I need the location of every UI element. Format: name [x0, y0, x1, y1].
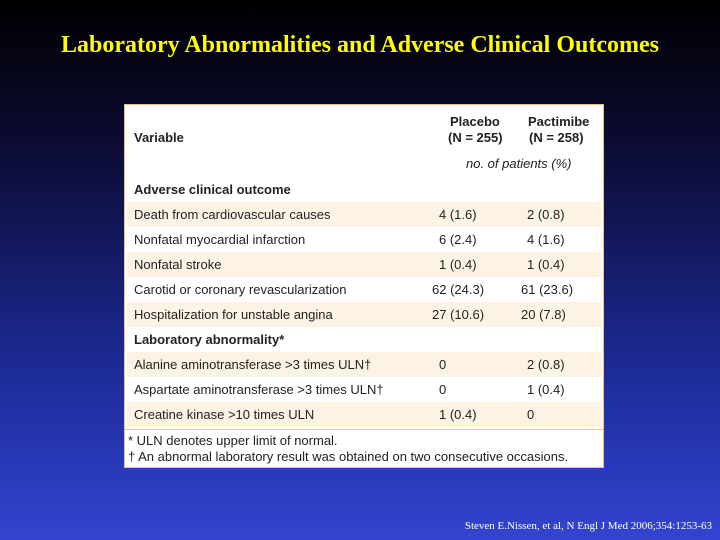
- row-variable: Nonfatal stroke: [134, 257, 222, 272]
- row-pactimibe-value: 1 (0.4): [527, 257, 565, 272]
- header-placebo-n: (N = 255): [448, 130, 503, 145]
- row-variable: Creatine kinase >10 times ULN: [134, 407, 315, 422]
- header-variable: Variable: [134, 130, 184, 145]
- table-row: [127, 202, 601, 227]
- table-row: [127, 252, 601, 277]
- row-variable: Alanine aminotransferase >3 times ULN†: [134, 357, 372, 372]
- section-row-adverse: [127, 177, 601, 202]
- slide-title: Laboratory Abnormalities and Adverse Clinical Outcomes: [61, 32, 659, 58]
- table-row: [127, 377, 601, 402]
- row-pactimibe-value: 20 (7.8): [521, 307, 566, 322]
- section-row-lab: [127, 327, 601, 352]
- row-placebo-value: 1 (0.4): [439, 257, 477, 272]
- row-variable: Aspartate aminotransferase >3 times ULN†: [134, 382, 384, 397]
- row-pactimibe-value: 2 (0.8): [527, 207, 565, 222]
- row-pactimibe-value: 4 (1.6): [527, 232, 565, 247]
- outcomes-table: [124, 104, 604, 468]
- units-label: no. of patients (%): [466, 156, 572, 171]
- header-placebo-name: Placebo: [450, 114, 500, 129]
- row-variable: Carotid or coronary revascularization: [134, 282, 347, 297]
- table-row: [127, 227, 601, 252]
- row-variable: Hospitalization for unstable angina: [134, 307, 333, 322]
- row-placebo-value: 1 (0.4): [439, 407, 477, 422]
- table-row: [127, 302, 601, 327]
- footnotes: [125, 429, 603, 467]
- row-pactimibe-value: 61 (23.6): [521, 282, 574, 297]
- footnote-uln: * ULN denotes upper limit of normal.: [128, 433, 338, 448]
- table-row: [127, 402, 601, 427]
- row-placebo-value: 6 (2.4): [439, 232, 477, 247]
- row-pactimibe-value: 1 (0.4): [527, 382, 565, 397]
- row-placebo-value: 0: [439, 382, 447, 397]
- row-variable: Nonfatal myocardial infarction: [134, 232, 306, 247]
- citation: Steven E.Nissen, et al, N Engl J Med 2006;354:1253-63: [464, 520, 712, 532]
- footnote-abnormal: † An abnormal laboratory result was obtained on two consecutive occasions.: [128, 449, 569, 464]
- row-pactimibe-value: 0: [527, 407, 535, 422]
- row-placebo-value: 62 (24.3): [432, 282, 485, 297]
- header-pactimibe-n: (N = 258): [529, 130, 584, 145]
- table-row: [127, 352, 601, 377]
- table-row: [127, 277, 601, 302]
- row-pactimibe-value: 2 (0.8): [527, 357, 565, 372]
- section-heading: Adverse clinical outcome: [134, 182, 291, 197]
- section-heading: Laboratory abnormality*: [134, 332, 285, 347]
- row-placebo-value: 27 (10.6): [432, 307, 485, 322]
- row-variable: Death from cardiovascular causes: [134, 207, 331, 222]
- row-placebo-value: 4 (1.6): [439, 207, 477, 222]
- header-pactimibe-name: Pactimibe: [528, 114, 590, 129]
- row-placebo-value: 0: [439, 357, 447, 372]
